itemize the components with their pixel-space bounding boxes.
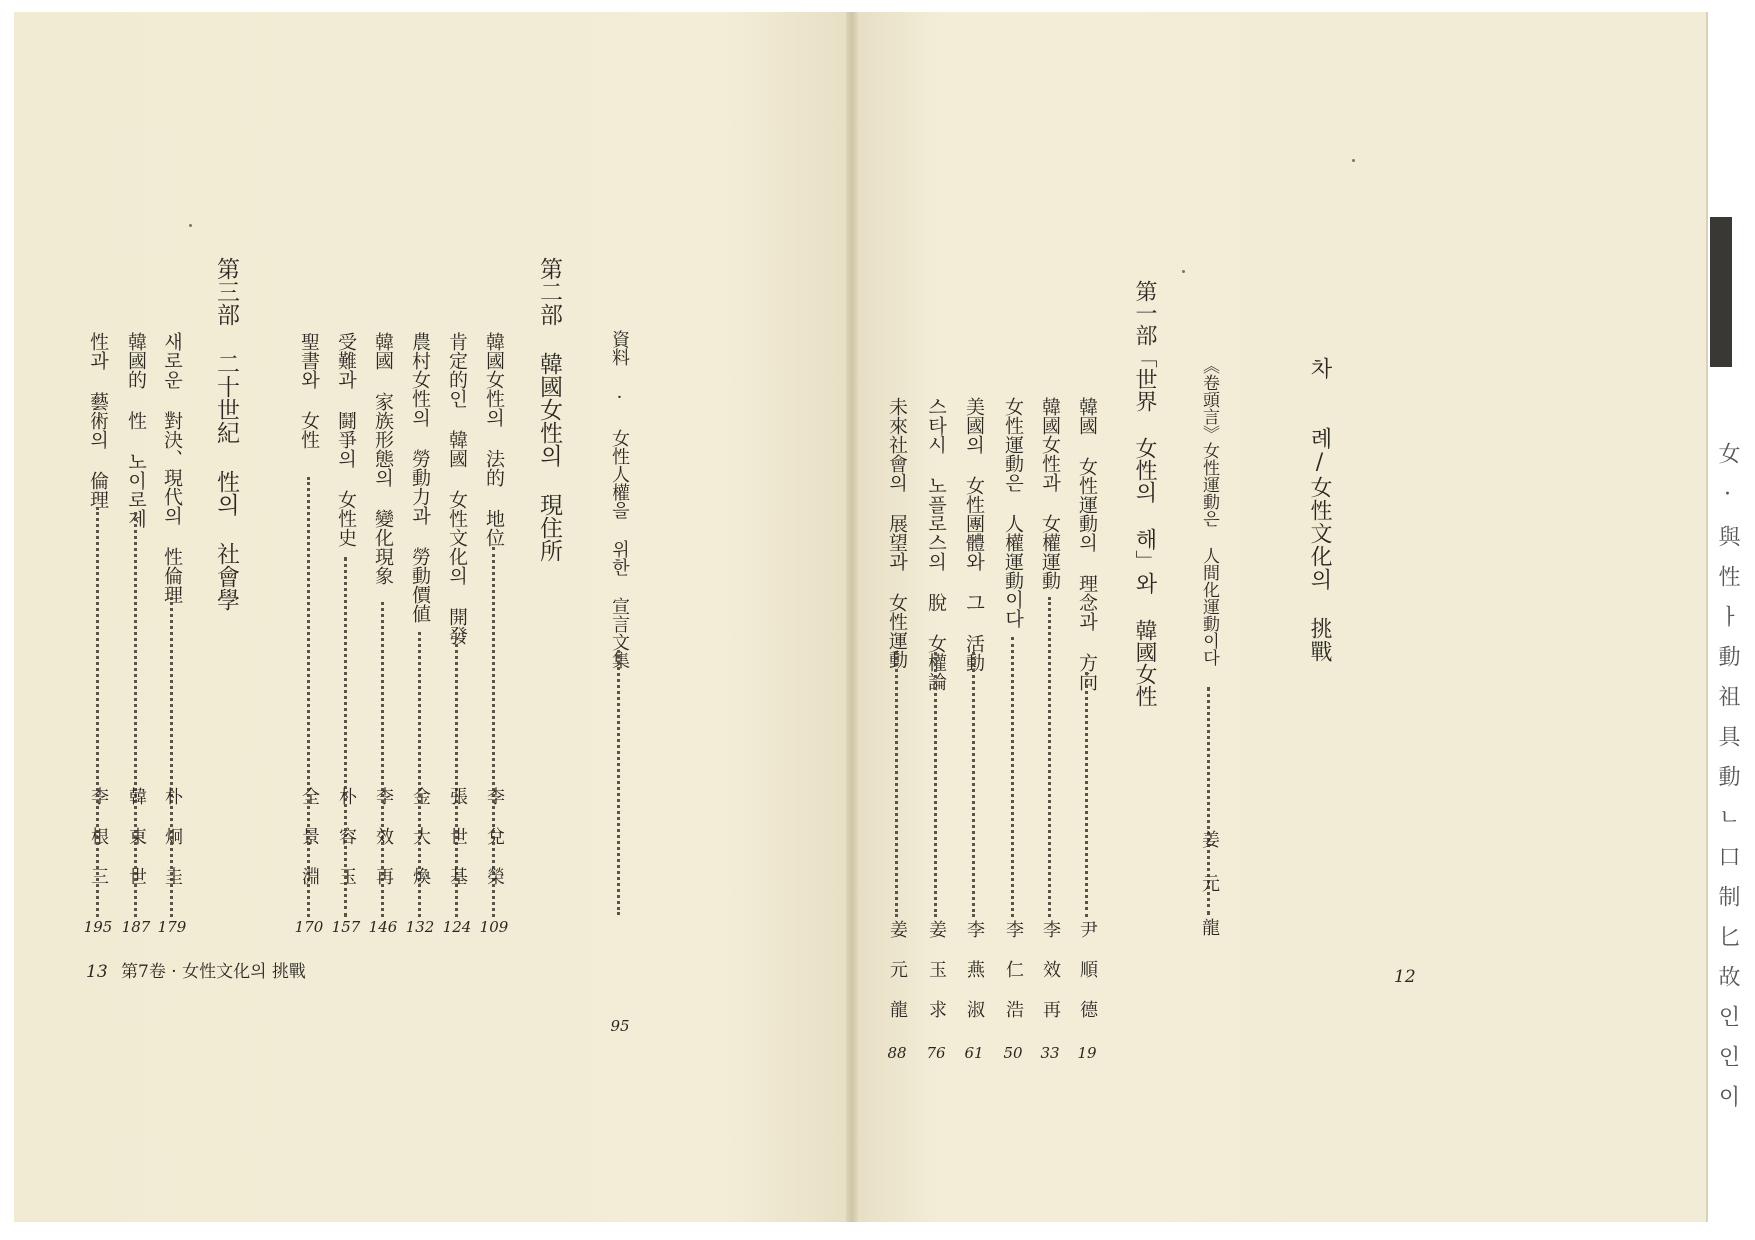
book-spread [14,12,1740,1222]
leader-dots [895,652,898,917]
entry-page: 76 [926,1044,946,1062]
part1-item-1[interactable] [1072,397,1102,917]
entry-page: 146 [368,918,398,936]
entry-page: 157 [331,918,361,936]
entry-author: 李仁浩 [1003,920,1024,1040]
part1-item-5[interactable] [921,397,951,917]
part3-heading: 第三部 二十世紀 性의 社會學 [213,257,239,611]
entry-title: 韓國女性의 法的 地位 [483,332,505,547]
entry-page: 179 [157,918,187,936]
entry-page: 195 [83,918,113,936]
entry-title: 美國의 女性團體와 그 活動 [963,397,985,672]
entry-page: 19 [1077,1044,1097,1062]
left-page-number: 13 [86,962,108,982]
leader-dots [1011,637,1014,917]
entry-author: 金大煥 [410,787,431,907]
entry-page: 88 [887,1044,907,1062]
entry-page: 170 [294,918,324,936]
part1-heading: 第一部「世界 女性의 해」와 韓國女性 [1132,280,1157,707]
next-page-edge [1706,12,1740,1222]
left-footer [86,957,306,982]
book-gutter [846,12,858,1222]
entry-title: 스타시 노플로스의 脫 女權論 [925,397,947,691]
toc-title-cha: 차 [1307,357,1332,379]
paper-speck [1352,159,1355,162]
entry-author: 韓東世 [126,787,147,907]
dark-edge-block [1710,217,1732,367]
entry-page: 33 [1040,1044,1060,1062]
part2-heading: 第二部 韓國女性의 現住所 [536,257,562,562]
entry-title: 韓國 女性運動의 理念과 方向 [1076,397,1098,691]
entry-page: 124 [442,918,472,936]
toc-title: 례/女性文化의 挑戰 [1307,427,1332,663]
edge-text: 女·與性ㅏ動祖具動ㄴ口制匕故인인이 [1715,442,1740,1125]
entry-title: 女性運動은 人權運動이다 [1002,397,1024,628]
series-title: 第7卷 · 女性文化의 挑戰 [121,962,306,982]
part1-item-6[interactable] [882,397,912,917]
entry-author: 張世基 [447,787,468,907]
leader-dots [972,652,975,917]
entry-author: 李兌榮 [484,787,505,907]
part1-item-3[interactable] [998,397,1028,917]
entry-author: 李根三 [88,787,109,907]
entry-title: 受難과 鬪爭의 女性史 [335,332,357,547]
entry-page: 50 [1003,1044,1023,1062]
paper-speck [189,224,192,227]
entry-author: 姜元龍 [887,920,908,1040]
entry-title: 肯定的인 韓國 女性文化의 開發 [446,332,468,645]
entry-author: 姜玉求 [926,920,947,1040]
leader-dots [1085,672,1088,917]
entry-author: 朴炯圭 [162,787,183,907]
leader-dots [1048,597,1051,917]
appendix-page: 95 [610,1017,630,1035]
entry-title: 未來社會의 展望과 女性運動 [886,397,908,669]
leader-dots [617,650,620,915]
entry-author: 李燕淑 [964,920,985,1040]
leader-dots [934,652,937,917]
part1-item-4[interactable] [959,397,989,917]
entry-page: 109 [479,918,509,936]
entry-page: 132 [405,918,435,936]
part1-item-2[interactable] [1035,397,1065,917]
appendix-title: 資料 · 女性人權을 위한 宣言文集 [609,330,630,669]
entry-title: 새로운 對決、現代의 性倫理 [161,332,183,604]
entry-title: 韓國的 性 노이로제 [125,332,147,528]
entry-page: 61 [964,1044,984,1062]
preface-author: 姜元龍 [1199,830,1220,962]
entry-title: 性과 藝術의 倫理 [87,332,109,509]
right-page-number: 12 [1394,967,1416,987]
paper-speck [1182,270,1185,273]
entry-author: 朴容玉 [336,787,357,907]
preface-title: 《卷頭言》女性運動은 人間化運動이다 [1199,357,1219,666]
entry-title: 韓國 家族形態의 變化現象 [372,332,394,585]
entry-author: 全景淵 [299,787,320,907]
entry-author: 尹順德 [1077,920,1098,1040]
entry-author: 李效再 [1040,920,1061,1040]
entry-title: 韓國女性과 女權運動 [1039,397,1061,590]
entry-page: 187 [121,918,151,936]
entry-author: 李效再 [373,787,394,907]
entry-title: 農村女性의 勞動力과 勞動價値 [409,332,431,623]
appendix-entry[interactable] [604,330,634,915]
entry-title: 聖書와 女性 [298,332,320,449]
